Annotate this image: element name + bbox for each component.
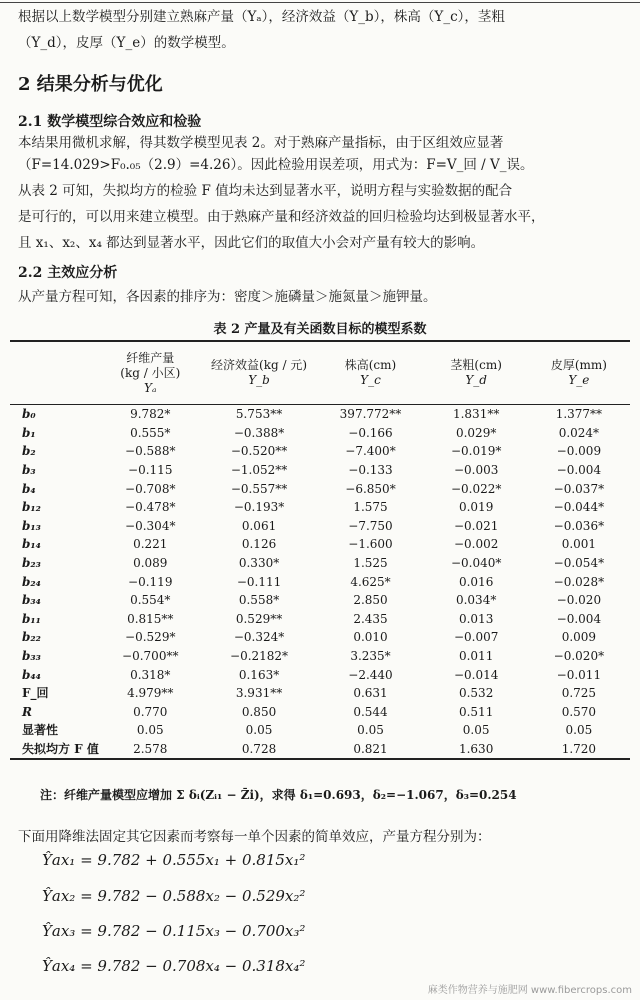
header-line: 纤维产量 xyxy=(126,350,175,365)
table-row xyxy=(10,647,630,666)
table-cell: −0.009 xyxy=(556,444,602,459)
row-label: b₂₂ xyxy=(22,630,41,645)
header-bark xyxy=(528,341,630,405)
row-label: b₁₃ xyxy=(22,518,41,533)
table-cell: 0.529** xyxy=(235,611,283,626)
equations-intro: 下面用降维法固定其它因素而考察每一单个因素的简单效应，产量方程分别为： xyxy=(18,829,491,845)
header-line: 经济效益(kg / 元) xyxy=(211,358,308,372)
row-label: F_回 xyxy=(22,686,49,701)
table-cell: 4.979** xyxy=(127,686,174,701)
table-cell: 0.05 xyxy=(565,723,593,738)
table-cell: 0.558* xyxy=(238,593,280,608)
table-cell: −0.588* xyxy=(125,444,176,459)
table-cell: −0.021 xyxy=(453,518,499,533)
row-label: b₁ xyxy=(22,425,36,440)
table-cell: −0.119 xyxy=(128,574,173,589)
header-benefit xyxy=(202,341,317,405)
table-cell: 3.931** xyxy=(235,686,283,701)
row-label: b₃ xyxy=(22,463,36,478)
table-cell: −0.040* xyxy=(450,556,502,571)
table-cell: 1.575 xyxy=(353,500,388,515)
header-line: 皮厚(mm) xyxy=(550,358,607,372)
row-label: b₁₄ xyxy=(22,537,41,552)
row-label: b₁₁ xyxy=(22,611,41,626)
table-cell: 0.570 xyxy=(561,704,597,719)
paragraph-line: （F=14.029>F₀.₀₅（2.9）=4.26）。因此检验用误差项，用式为：F=V_回 / V_误。 xyxy=(18,157,534,173)
table-cell: 0.631 xyxy=(353,686,388,701)
paragraph-line: 本结果用微机求解，得其数学模型见表 2。对于熟麻产量指标，由于区组效应显著 xyxy=(18,135,504,151)
table-cell: −0.478* xyxy=(125,500,176,515)
table-cell: 0.009 xyxy=(561,630,597,645)
table-cell: 0.511 xyxy=(458,704,494,719)
table-note: 注：纤维产量模型应增加 Σ δᵢ(Zᵢ₁ − Z̄i)，求得 δ₁=0.693，δ₂=−1.067，δ₃=0.254 xyxy=(40,788,517,802)
equation: Ŷax₂ = 9.782 − 0.588x₂ − 0.529x₂² xyxy=(42,887,306,905)
table-cell: 0.555* xyxy=(130,425,171,440)
table-cell: 0.05 xyxy=(136,723,164,738)
table-cell: −0.529* xyxy=(125,630,176,645)
table-cell: −0.557** xyxy=(230,481,288,496)
watermark-text: 麻类作物营养与施肥网 www.fibercrops.com xyxy=(427,985,632,996)
table-cell: 0.850 xyxy=(241,704,277,719)
table-cell: −1.600 xyxy=(348,537,393,552)
table-cell: −0.011 xyxy=(556,667,602,682)
paragraph-line: 从表 2 可知，失拟均方的检验 F 值均未达到显著水平，说明方程与实验数据的配合 xyxy=(18,183,513,199)
table-row xyxy=(10,424,630,443)
table-cell: 1.720 xyxy=(528,740,630,760)
table-row xyxy=(10,665,630,684)
table-cell: 0.126 xyxy=(241,537,277,552)
header-line: 株高(cm) xyxy=(344,358,397,372)
table-row xyxy=(10,684,630,703)
row-label: b₄ xyxy=(22,481,36,496)
table-body xyxy=(10,405,630,760)
table-row xyxy=(10,442,630,461)
table-header-row xyxy=(10,341,630,405)
table-cell: −0.007 xyxy=(453,630,499,645)
table-cell: −0.004 xyxy=(556,611,602,626)
table-cell: 0.815** xyxy=(127,611,174,626)
table-cell: −0.115 xyxy=(128,463,173,478)
intro-line-2: （Y_d），皮厚（Y_e）的数学模型。 xyxy=(18,35,235,51)
table-cell: 1.377** xyxy=(555,407,603,422)
table-cell: 2.578 xyxy=(99,740,202,760)
table-cell: 4.625* xyxy=(350,574,391,589)
table-row xyxy=(10,610,630,629)
table-cell: 1.831** xyxy=(452,407,500,422)
table-cell: −0.037* xyxy=(553,481,605,496)
table-row xyxy=(10,554,630,573)
header-line: (kg / 小区) xyxy=(120,365,181,380)
row-label: b₃₄ xyxy=(22,593,41,608)
table-cell: −6.850* xyxy=(345,481,396,496)
table-cell: 0.318* xyxy=(130,667,171,682)
header-height xyxy=(316,341,424,405)
table-cell: 0.728 xyxy=(202,740,317,760)
table-row xyxy=(10,721,630,740)
row-label: R xyxy=(22,704,32,719)
header-yield xyxy=(99,341,202,405)
header-symbol: Y_e xyxy=(568,373,590,387)
table-cell: −0.028* xyxy=(553,574,605,589)
table-cell: 0.034* xyxy=(455,593,497,608)
header-symbol: Y_d xyxy=(465,373,487,387)
table-row xyxy=(10,498,630,517)
table-row xyxy=(10,591,630,610)
table-cell: −0.700** xyxy=(122,649,179,664)
table-cell: −0.111 xyxy=(236,574,282,589)
table-cell: −0.020* xyxy=(553,649,605,664)
table-row xyxy=(10,740,630,760)
table-cell: −0.193* xyxy=(233,500,285,515)
table-cell: −7.750 xyxy=(348,518,393,533)
table-cell: −1.052** xyxy=(230,463,288,478)
equation: Ŷax₃ = 9.782 − 0.115x₃ − 0.700x₃² xyxy=(42,922,306,940)
paragraph-line: 是可行的，可以用来建立模型。由于熟麻产量和经济效益的回归检验均达到极显著水平， xyxy=(18,209,545,225)
table-cell: −0.036* xyxy=(553,518,605,533)
table-row xyxy=(10,405,630,424)
table-cell: 0.770 xyxy=(133,704,168,719)
table-cell: −0.708* xyxy=(125,481,176,496)
table-cell: 0.013 xyxy=(458,611,494,626)
row-label: b₃₃ xyxy=(22,649,41,664)
table-cell: 0.532 xyxy=(458,686,494,701)
table-cell: 0.001 xyxy=(561,537,597,552)
row-label: b₂₃ xyxy=(22,556,41,571)
table-cell: 0.010 xyxy=(353,630,388,645)
table-row xyxy=(10,479,630,498)
top-rule xyxy=(0,2,640,3)
equation: Ŷax₁ = 9.782 + 0.555x₁ + 0.815x₁² xyxy=(42,851,306,869)
table-row xyxy=(10,572,630,591)
table-cell: −0.304* xyxy=(125,518,176,533)
section-title: 2 结果分析与优化 xyxy=(18,74,163,95)
header-symbol: Y_c xyxy=(360,373,381,387)
table-cell: 0.05 xyxy=(462,723,490,738)
table-cell: 0.024* xyxy=(558,425,600,440)
table-cell: 0.330* xyxy=(238,556,280,571)
table-cell: −0.2182* xyxy=(230,649,289,664)
row-label: b₁₂ xyxy=(22,500,41,515)
table-cell: 0.029* xyxy=(455,425,497,440)
subsection-title-2-2: 2.2 主效应分析 xyxy=(18,265,118,281)
table-caption: 表 2 产量及有关函数目标的模型系数 xyxy=(213,322,427,337)
table-cell: 0.019 xyxy=(458,500,494,515)
table-cell: −0.019* xyxy=(450,444,502,459)
header-corner xyxy=(10,341,99,405)
table-cell: 1.525 xyxy=(353,556,388,571)
table-cell: −0.324* xyxy=(233,630,285,645)
table-row xyxy=(10,535,630,554)
table-row xyxy=(10,517,630,536)
subsection-title-2-1: 2.1 数学模型综合效应和检验 xyxy=(18,114,202,130)
table-cell: −0.004 xyxy=(556,463,602,478)
table-cell: 0.05 xyxy=(357,723,384,738)
table-cell: −0.133 xyxy=(348,463,393,478)
table-cell: 5.753** xyxy=(235,407,283,422)
table-cell: 0.011 xyxy=(458,649,494,664)
table-cell: 0.016 xyxy=(458,574,494,589)
table-row xyxy=(10,461,630,480)
table-cell: −0.020 xyxy=(556,593,602,608)
row-label: 显著性 xyxy=(22,723,59,738)
table-cell: −0.054* xyxy=(553,556,605,571)
table-cell: 0.554* xyxy=(130,593,171,608)
table-row xyxy=(10,628,630,647)
header-stem xyxy=(425,341,528,405)
table-cell: 0.821 xyxy=(316,740,424,760)
table-row xyxy=(10,703,630,722)
paragraph-line: 且 x₁、x₂、x₄ 都达到显著水平，因此它们的取值大小会对产量有较大的影响。 xyxy=(18,235,485,251)
intro-line-1: 根据以上数学模型分别建立熟麻产量（Yₐ），经济效益（Y_b），株高（Y_c），茎粗 xyxy=(18,9,505,25)
table-cell: 0.05 xyxy=(245,723,273,738)
table-cell: −0.022* xyxy=(450,481,502,496)
table-cell: −0.388* xyxy=(233,425,285,440)
row-label: b₂ xyxy=(22,444,36,459)
paragraph-line: 从产量方程可知，各因素的排序为：密度＞施磷量＞施氮量＞施钾量。 xyxy=(18,289,437,305)
table-cell: −2.440 xyxy=(348,667,393,682)
table-cell: 1.630 xyxy=(425,740,528,760)
table-cell: −0.520** xyxy=(230,444,288,459)
table-cell: 9.782* xyxy=(130,407,171,422)
table-cell: 397.772** xyxy=(339,407,402,422)
row-label: b₄₄ xyxy=(22,667,41,682)
table-cell: −7.400* xyxy=(345,444,396,459)
row-label: b₀ xyxy=(22,407,36,422)
table-cell: −0.014 xyxy=(453,667,499,682)
table-cell: 0.061 xyxy=(241,518,277,533)
table-cell: 3.235* xyxy=(350,649,391,664)
coefficient-table xyxy=(10,340,630,760)
table-cell: 2.435 xyxy=(353,611,388,626)
header-symbol: Y_b xyxy=(248,373,270,387)
row-label: 失拟均方 F 值 xyxy=(10,740,99,760)
row-label: b₂₄ xyxy=(22,574,41,589)
equation: Ŷax₄ = 9.782 − 0.708x₄ − 0.318x₄² xyxy=(42,957,306,975)
table-cell: 2.850 xyxy=(353,593,388,608)
table-cell: −0.003 xyxy=(453,463,499,478)
table-cell: 0.089 xyxy=(133,556,168,571)
header-line: 茎粗(cm) xyxy=(450,358,502,372)
table-cell: 0.725 xyxy=(561,686,597,701)
table-cell: 0.221 xyxy=(133,537,168,552)
table-cell: −0.002 xyxy=(453,537,499,552)
table-cell: −0.044* xyxy=(553,500,605,515)
table-cell: 0.163* xyxy=(238,667,280,682)
table-cell: −0.166 xyxy=(348,425,393,440)
table-cell: 0.544 xyxy=(353,704,388,719)
header-symbol: Yₐ xyxy=(144,380,157,395)
